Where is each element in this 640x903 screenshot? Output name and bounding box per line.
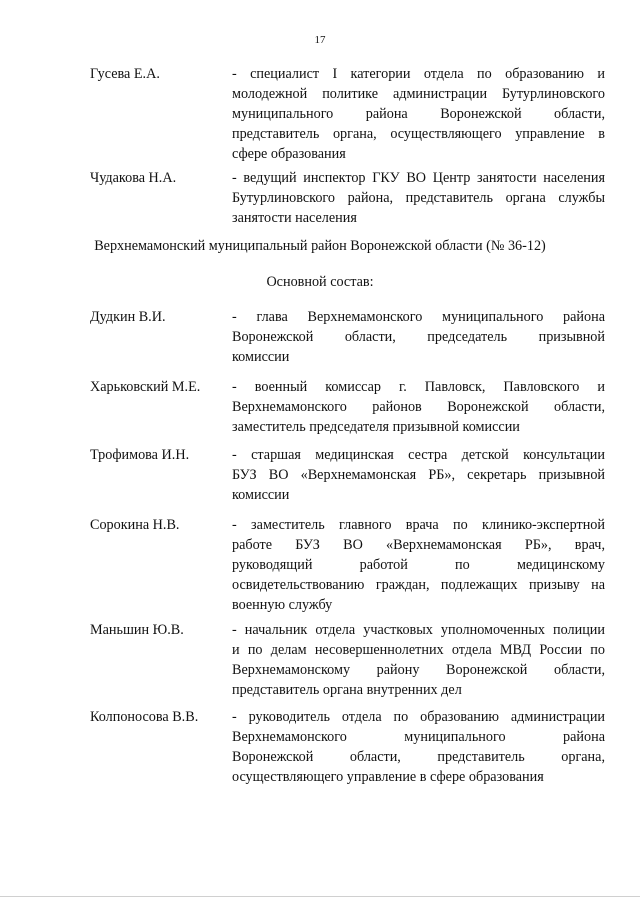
role-line: осуществляющего управление в сфере образования xyxy=(232,769,544,785)
role-line: Воронежской области, председатель призывной xyxy=(232,329,605,345)
page-number: 17 xyxy=(314,34,326,46)
member-role xyxy=(232,377,605,437)
page-edge-divider xyxy=(0,896,640,897)
role-line: представитель органа, осуществляющего управление в xyxy=(232,126,605,142)
member-name: Гусева Е.А. xyxy=(90,66,160,82)
member-role xyxy=(232,168,605,228)
member-role xyxy=(232,445,605,505)
role-line: занятости населения xyxy=(232,210,357,226)
role-line: - специалист I категории отдела по образованию и xyxy=(232,66,605,82)
member-role xyxy=(232,620,605,700)
role-line: Верхнемамонского муниципального района xyxy=(232,729,605,745)
role-line: - глава Верхнемамонского муниципального района xyxy=(232,309,605,325)
role-line: молодежной политике администрации Бутурлиновского xyxy=(232,86,605,102)
section-subheading: Основной состав: xyxy=(266,274,374,290)
role-line: комиссии xyxy=(232,349,290,365)
role-line: - начальник отдела участковых уполномоченных полиции xyxy=(232,622,605,638)
role-line: сфере образования xyxy=(232,146,346,162)
role-line: - военный комиссар г. Павловск, Павловского и xyxy=(232,379,605,395)
member-name: Дудкин В.И. xyxy=(90,309,166,325)
member-name: Колпоносова В.В. xyxy=(90,709,199,725)
role-line: Бутурлиновского района, представитель органа службы xyxy=(232,190,605,206)
member-role xyxy=(232,515,605,615)
member-name: Харьковский М.Е. xyxy=(90,379,201,395)
member-name: Трофимова И.Н. xyxy=(90,447,190,463)
role-line: Верхнемамонского районов Воронежской области, xyxy=(232,399,605,415)
role-line: - старшая медицинская сестра детской консультации xyxy=(232,447,605,463)
role-line: - руководитель отдела по образованию администрации xyxy=(232,709,605,725)
role-line: муниципального района Воронежской области, xyxy=(232,106,605,122)
role-line: Воронежской области, представитель органа, xyxy=(232,749,605,765)
member-name: Сорокина Н.В. xyxy=(90,517,180,533)
member-role xyxy=(232,307,605,367)
role-line: заместитель председателя призывной комиссии xyxy=(232,419,520,435)
role-line: БУЗ ВО «Верхнемамонская РБ», секретарь призывной xyxy=(232,467,605,483)
member-role xyxy=(232,707,605,787)
member-name: Маньшин Ю.В. xyxy=(90,622,184,638)
role-line: работе БУЗ ВО «Верхнемамонская РБ», врач, xyxy=(232,537,605,553)
role-line: - заместитель главного врача по клинико-экспертной xyxy=(232,517,605,533)
section-heading: Верхнемамонский муниципальный район Воронежской области (№ 36-12) xyxy=(94,238,546,254)
role-line: представитель органа внутренних дел xyxy=(232,682,462,698)
role-line: освидетельствованию граждан, подлежащих призыву на xyxy=(232,577,605,593)
role-line: комиссии xyxy=(232,487,290,503)
role-line: - ведущий инспектор ГКУ ВО Центр занятости населения xyxy=(232,170,605,186)
role-line: военную службу xyxy=(232,597,333,613)
member-role xyxy=(232,64,605,164)
role-line: и по делам несовершеннолетних отдела МВД России по xyxy=(232,642,605,658)
role-line: Верхнемамонскому району Воронежской области, xyxy=(232,662,605,678)
member-name: Чудакова Н.А. xyxy=(90,170,177,186)
role-line: руководящий работой по медицинскому xyxy=(232,557,605,573)
